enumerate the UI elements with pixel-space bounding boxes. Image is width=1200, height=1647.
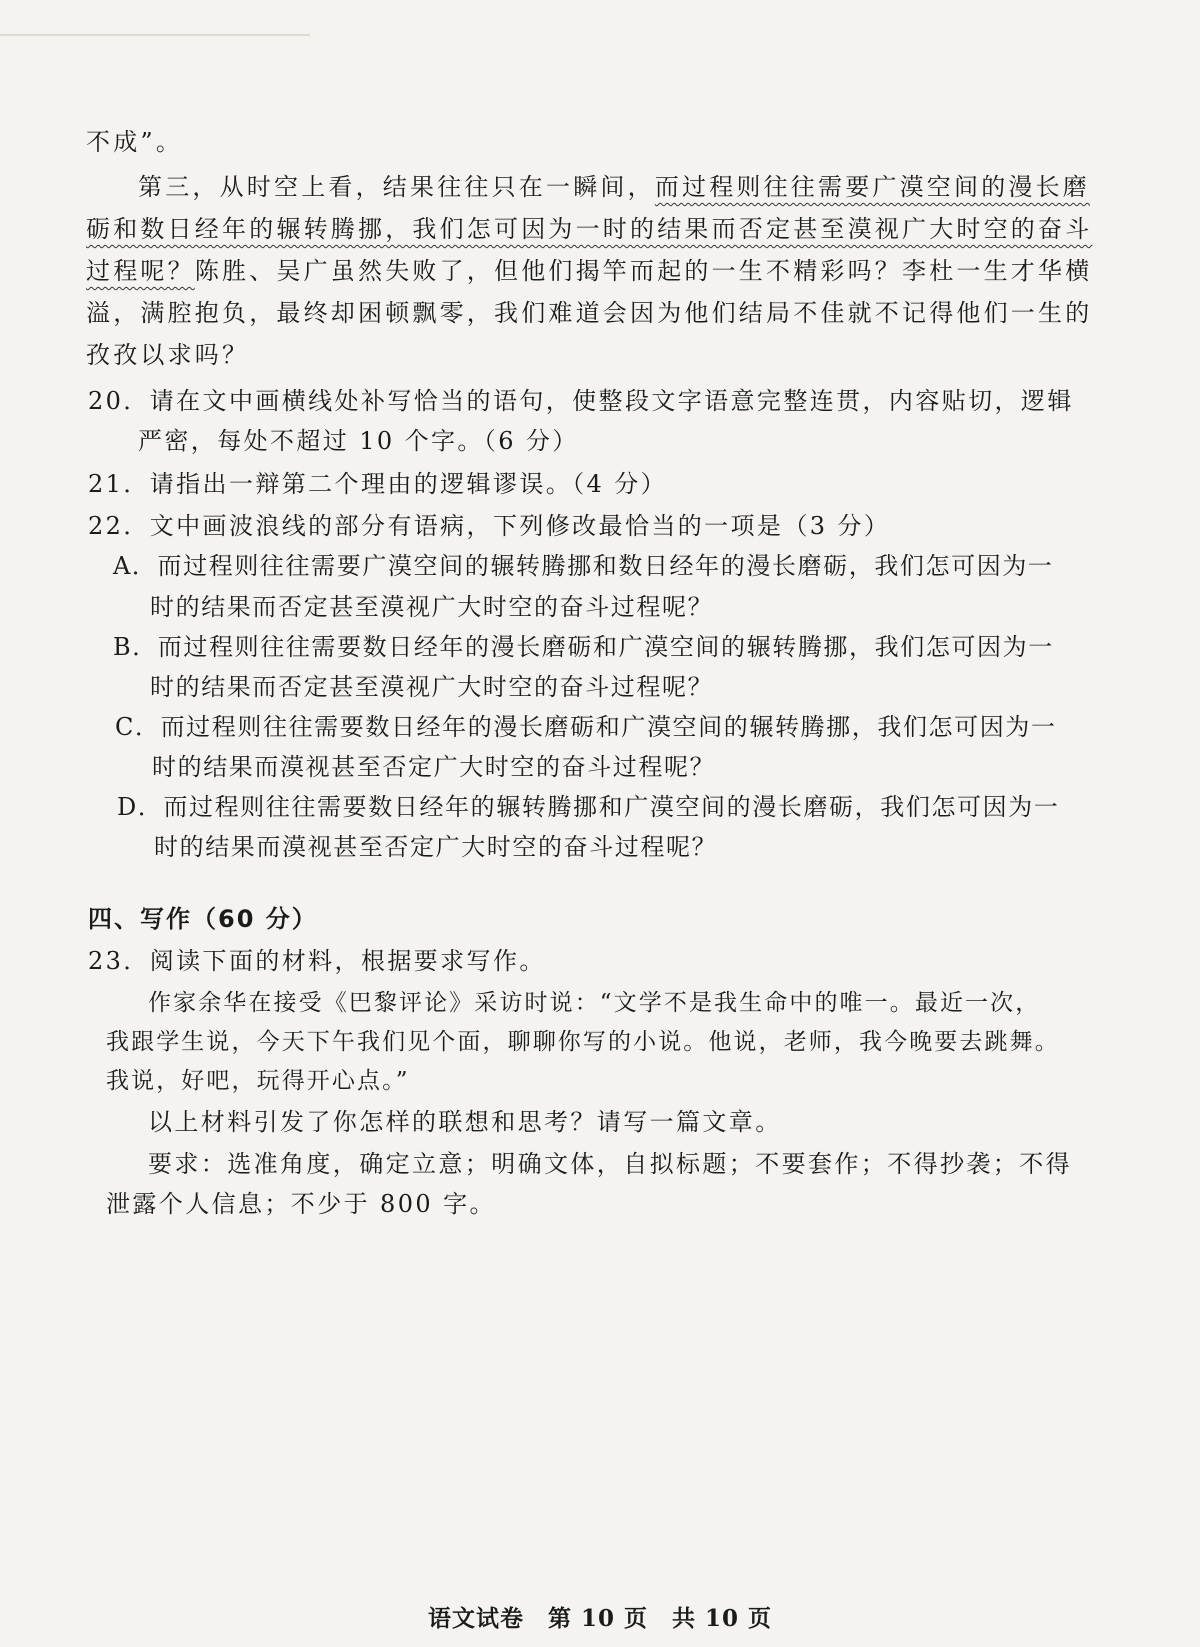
passage-line-4 (86, 256, 1092, 286)
passage-line-3-wavy: 砺和数日经年的辗转腾挪，我们怎可因为一时的结果而否定甚至漠视广大时空的奋斗 (86, 215, 1093, 243)
material-line-1: 作家余华在接受《巴黎评论》采访时说：“文学不是我生命中的唯一。最近一次， (148, 990, 1041, 1016)
page-footer: 语文试卷 第 10 页 共 10 页 (427, 1605, 773, 1632)
option-c-line-1: C．而过程则往往需要数日经年的漫长磨砺和广漠空间的辗转腾挪，我们怎可因为一 (115, 713, 1057, 741)
passage-line-4-rest: 陈胜、吴广虽然失败了，但他们揭竿而起的一生不精彩吗？李杜一生才华横 (194, 257, 1093, 285)
passage-line-1: 不成”。 (86, 128, 184, 156)
question-22: 22．文中画波浪线的部分有语病，下列修改最恰当的一项是（3 分） (88, 512, 891, 540)
prompt-line-1: 以上材料引发了你怎样的联想和思考？请写一篇文章。 (148, 1108, 782, 1136)
question-23: 23．阅读下面的材料，根据要求写作。 (88, 947, 546, 975)
material-line-2: 我跟学生说，今天下午我们见个面，聊聊你写的小说。他说，老师，我今晚要去跳舞。 (106, 1029, 1060, 1055)
option-b-line-1: B．而过程则往往需要数日经年的漫长磨砺和广漠空间的辗转腾挪，我们怎可因为一 (113, 633, 1054, 661)
requirements-line-1: 要求：选准角度，确定立意；明确文体，自拟标题；不要套作；不得抄袭；不得 (148, 1150, 1072, 1178)
material-line-3: 我说，好吧，玩得开心点。” (106, 1068, 410, 1094)
passage-line-2 (138, 172, 1090, 202)
option-d-line-1: D．而过程则往往需要数日经年的辗转腾挪和广漠空间的漫长磨砺，我们怎可因为一 (117, 793, 1060, 821)
option-a-line-1: A．而过程则往往需要广漠空间的辗转腾挪和数日经年的漫长磨砺，我们怎可因为一 (113, 552, 1054, 580)
question-20-line-2: 严密，每处不超过 10 个字。（6 分） (138, 427, 579, 455)
requirements-line-2: 泄露个人信息；不少于 800 字。 (106, 1190, 496, 1218)
passage-line-5: 溢，满腔抱负，最终却困顿飘零，我们难道会因为他们结局不佳就不记得他们一生的 (86, 299, 1093, 327)
wavy-underlined-end: 过程呢？ (86, 257, 195, 285)
scan-edge-line (0, 34, 310, 36)
option-a-line-2: 时的结果而否定甚至漠视广大时空的奋斗过程呢？ (150, 593, 714, 621)
section-heading-writing: 四、写作（60 分） (88, 905, 318, 933)
option-d-line-2: 时的结果而漠视甚至否定广大时空的奋斗过程呢？ (154, 833, 718, 861)
passage-line-2-start: 第三，从时空上看，结果往往只在一瞬间， (138, 173, 655, 201)
option-b-line-2: 时的结果而否定甚至漠视广大时空的奋斗过程呢？ (150, 673, 714, 701)
question-21: 21．请指出一辩第二个理由的逻辑谬误。（4 分） (88, 470, 668, 498)
wavy-underlined-text: 而过程则往往需要广漠空间的漫长磨 (654, 173, 1091, 201)
passage-line-6: 孜孜以求吗？ (86, 341, 250, 369)
question-20-line-1: 20．请在文中画横线处补写恰当的语句，使整段文字语意完整连贯，内容贴切，逻辑 (88, 387, 1074, 415)
option-c-line-2: 时的结果而漠视甚至否定广大时空的奋斗过程呢？ (152, 753, 716, 781)
